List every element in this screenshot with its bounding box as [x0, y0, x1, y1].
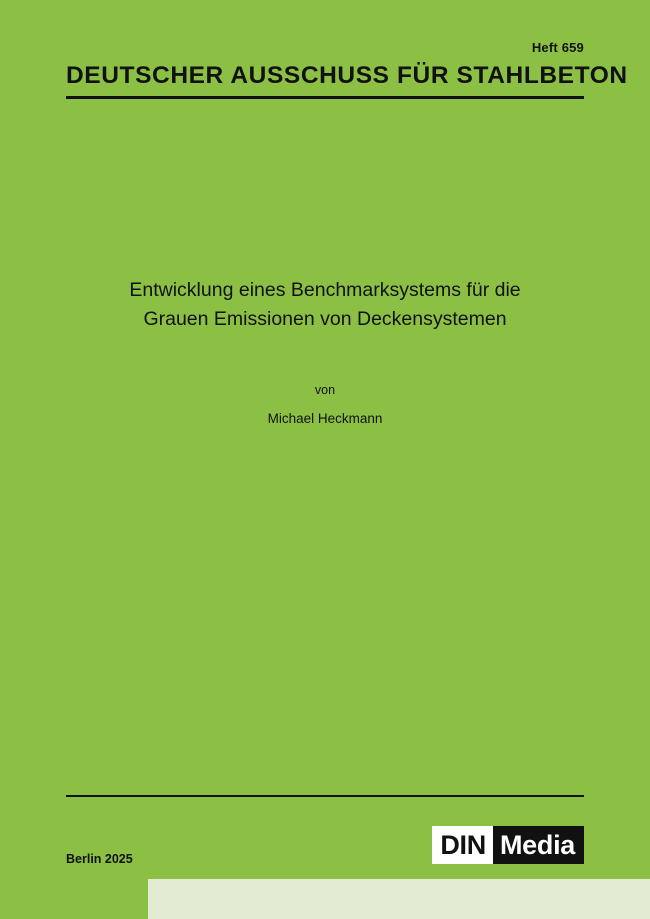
page-title: [60, 276, 590, 334]
byline-label: von: [314, 383, 336, 397]
page-edge-strip: [148, 879, 650, 919]
issue-number: Heft 659: [531, 40, 584, 55]
publisher-logo-media: Media: [493, 826, 584, 864]
publisher-logo: [432, 826, 584, 864]
author-name: Michael Heckmann: [267, 411, 383, 426]
series-title: DEUTSCHER AUSSCHUSS FÜR STAHLBETON: [66, 62, 628, 89]
place-and-year: Berlin 2025: [66, 852, 133, 866]
title-line-2: Grauen Emissionen von Deckensystemen: [143, 308, 507, 330]
header-divider: [66, 96, 584, 99]
footer-divider: [66, 795, 584, 797]
publisher-logo-din: DIN: [432, 826, 493, 864]
title-line-1: Entwicklung eines Benchmarksystems für die: [129, 279, 521, 301]
